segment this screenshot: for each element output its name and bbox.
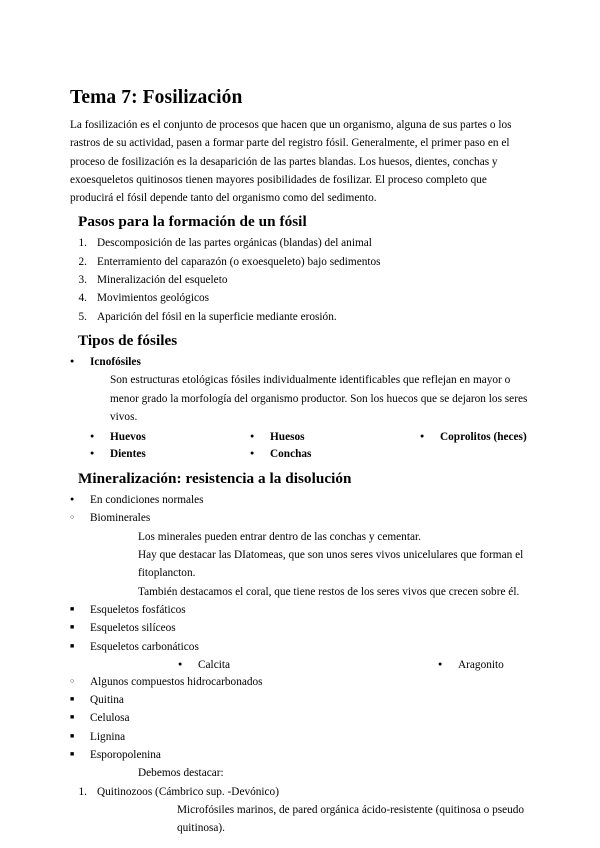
list-item-hidrocarbonados (70, 673, 532, 691)
section-heading-tipos: Tipos de fósiles (78, 331, 178, 349)
list-item-label: Movimientos geológicos (97, 292, 210, 305)
list-item-label: Celulosa (90, 712, 130, 725)
list-item (70, 234, 532, 252)
filled-square-bullet-icon (70, 638, 84, 656)
hollow-circle-bullet-icon (70, 509, 84, 527)
tipos-list (70, 353, 532, 371)
compuestos-list (70, 691, 532, 764)
grid-cell-label: Huevos (110, 431, 146, 444)
icnofosiles-description: Son estructuras etológicas fósiles individualmente identificables que reflejan en mayor o menor grado la morfología del organismo productor. Son los huecos que se dejaron los seres vivos. (110, 374, 528, 423)
quitinozoos-description: Microfósiles marinos, de pared orgánica ácido-resistente (quitinosa o pseudo quitinosa). (177, 803, 525, 835)
grid-cell-label: Aragonito (458, 658, 504, 671)
hollow-circle-bullet-icon (70, 673, 84, 691)
filled-square-bullet-icon (70, 601, 84, 619)
filled-disc-bullet-icon (90, 428, 94, 446)
list-item-label: Quitina (90, 694, 124, 707)
list-item-label: En condiciones normales (90, 494, 204, 507)
hidrocarbonados-list (70, 673, 532, 691)
list-number: 2. (78, 255, 87, 268)
list-item-label: Esqueletos silíceos (90, 622, 176, 635)
biominerales-line-3: También destacamos el coral, que tiene restos de los seres vivos que crecen sobre él. (138, 585, 520, 598)
document-body (70, 86, 532, 838)
list-item (70, 746, 532, 764)
grid-cell-aragonito (438, 656, 504, 674)
list-item (70, 728, 532, 746)
list-item-label: Biominerales (90, 512, 151, 525)
list-number: 4. (78, 292, 87, 305)
esqueletos-list (70, 601, 532, 656)
grid-cell (250, 445, 311, 463)
filled-disc-bullet-icon (178, 656, 182, 674)
section-heading-pasos: Pasos para la formación de un fósil (78, 213, 307, 231)
list-item (70, 709, 532, 727)
list-item (70, 289, 532, 307)
list-item-label: Esporopolenina (90, 749, 161, 762)
list-item (70, 691, 532, 709)
filled-disc-bullet-icon (438, 656, 442, 674)
filled-square-bullet-icon (70, 728, 84, 746)
list-item-label: Algunos compuestos hidrocarbonados (90, 675, 263, 688)
grid-cell-label: Calcita (198, 658, 230, 671)
grid-cell-label: Huesos (270, 431, 305, 444)
list-item-label: Aparición del fósil en la superficie mediante erosión. (97, 310, 337, 323)
list-item (70, 619, 532, 637)
tipos-grid (70, 428, 532, 462)
minerales-row (70, 656, 532, 673)
pasos-list (70, 234, 532, 325)
list-number: 1. (78, 237, 87, 250)
list-item-label: Esqueletos carbonáticos (90, 640, 199, 653)
filled-square-bullet-icon (70, 709, 84, 727)
list-item-quitinozoos (70, 783, 532, 801)
intro-paragraph: La fosilización es el conjunto de procesos que hacen que un organismo, alguna de sus partes o los rastros de su actividad, pasen a formar parte del registro fósil. Generalmente, el primer paso en el proceso de fosilización es la desaparición de las partes blandas. Los huesos, dientes, conchas y exoesqueletos quitinosos tienen mayores posibilidades de fosilizar. El proceso completo que producirá el fósil depende tanto del organismo como del sedimento. (70, 119, 512, 205)
quitinozoos-list (70, 783, 532, 801)
filled-disc-bullet-icon (250, 445, 254, 463)
list-item (70, 271, 532, 289)
list-number: 1. (78, 785, 87, 798)
list-number: 5. (78, 310, 87, 323)
grid-cell-label: Conchas (270, 448, 312, 461)
list-item (70, 638, 532, 656)
biominerales-line-1: Los minerales pueden entrar dentro de las conchas y cementar. (138, 530, 421, 543)
list-item-label: Enterramiento del caparazón (o exoesqueleto) bajo sedimentos (97, 255, 381, 268)
list-item-label: Lignina (90, 730, 126, 743)
list-item-label: Descomposición de las partes orgánicas (blandas) del animal (97, 237, 372, 250)
grid-cell (90, 428, 146, 446)
list-item (70, 253, 532, 271)
filled-square-bullet-icon (70, 746, 84, 764)
page-title: Tema 7: Fosilización (70, 87, 243, 108)
list-item-biominerales (70, 509, 532, 527)
grid-cell-label: Coprolitos (heces) (440, 431, 527, 444)
section-heading-mineralizacion: Mineralización: resistencia a la disolución (78, 470, 352, 488)
grid-cell (420, 428, 527, 446)
filled-disc-bullet-icon (90, 445, 94, 463)
grid-cell-calcita (178, 656, 230, 674)
list-item-label: Esqueletos fosfáticos (90, 603, 186, 616)
grid-cell-label: Dientes (110, 448, 146, 461)
tipos-grid-row (70, 428, 532, 445)
filled-disc-bullet-icon (70, 491, 84, 509)
biominerales-line-2: Hay que destacar las DIatomeas, que son unos seres vivos unicelulares que forman el fitoplancton. (138, 549, 524, 580)
biominerales-list (70, 509, 532, 527)
filled-square-bullet-icon (70, 619, 84, 637)
list-item (70, 601, 532, 619)
filled-disc-bullet-icon (250, 428, 254, 446)
grid-cell (250, 428, 305, 446)
grid-cell (90, 445, 146, 463)
icnofosiles-label: Icnofósiles (90, 355, 141, 368)
list-item (70, 308, 532, 326)
list-item-label: Quitinozoos (Cámbrico sup. -Devónico) (97, 785, 279, 798)
debemos-destacar-label: Debemos destacar: (138, 767, 224, 780)
list-item-label: Mineralización del esqueleto (97, 274, 228, 287)
tipos-grid-row (70, 445, 532, 462)
filled-disc-bullet-icon (70, 353, 84, 371)
condiciones-list (70, 491, 532, 509)
list-item-condiciones-normales (70, 491, 532, 509)
filled-disc-bullet-icon (420, 428, 424, 446)
list-number: 3. (78, 274, 87, 287)
filled-square-bullet-icon (70, 691, 84, 709)
list-item-icnofosiles (70, 353, 532, 371)
